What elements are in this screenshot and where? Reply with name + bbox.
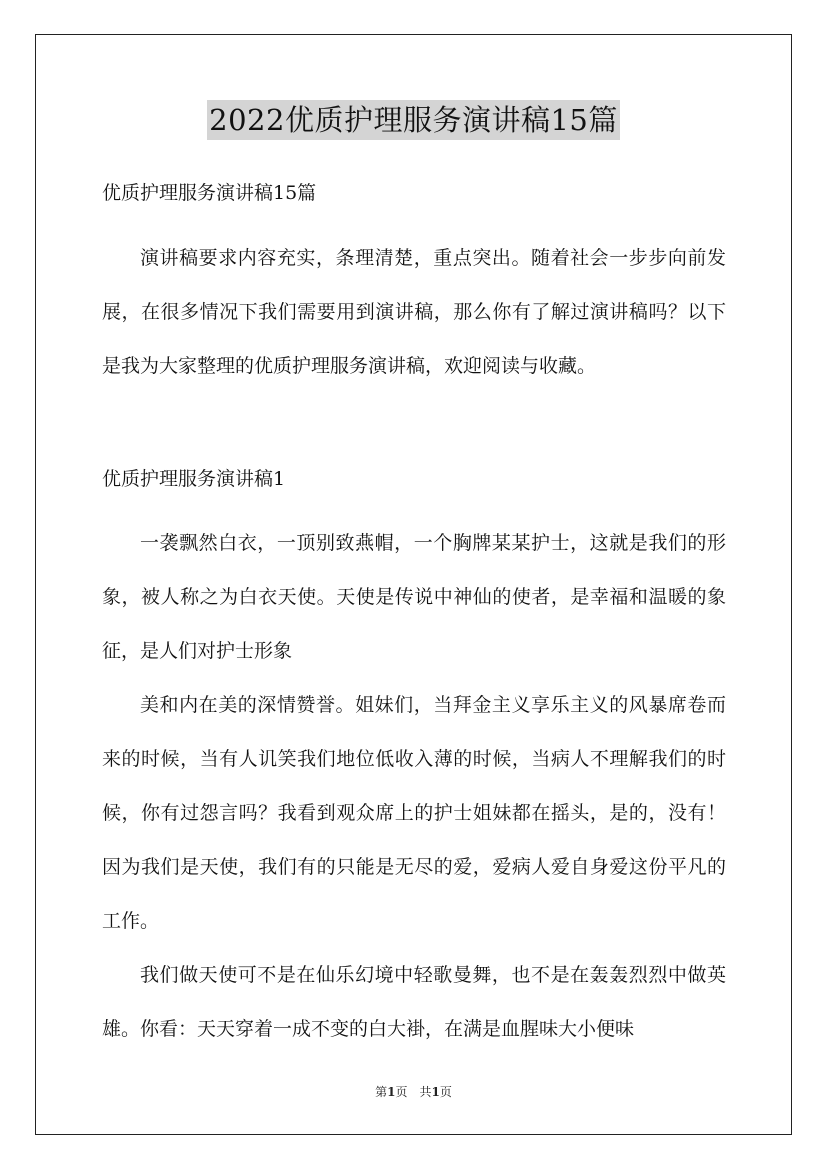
document-subtitle: 优质护理服务演讲稿15篇 bbox=[102, 182, 317, 204]
current-page-number: 1 bbox=[387, 1085, 396, 1099]
body-paragraph-3: 我们做天使可不是在仙乐幻境中轻歌曼舞，也不是在轰轰烈烈中做英雄。你看：天天穿着一成不变的白大褂，在满是血腥味大小便味 bbox=[102, 964, 726, 1040]
total-pages-number: 1 bbox=[431, 1085, 440, 1099]
document-title[interactable]: 2022优质护理服务演讲稿15篇 bbox=[207, 100, 620, 140]
page-prefix: 第 bbox=[375, 1085, 388, 1099]
page-separator: 页 共 bbox=[395, 1085, 432, 1099]
document-body bbox=[102, 176, 726, 1056]
intro-paragraph: 演讲稿要求内容充实，条理清楚，重点突出。随着社会一步步向前发展，在很多情况下我们需要用到演讲稿，那么你有了解过演讲稿吗？以下是我为大家整理的优质护理服务演讲稿，欢迎阅读与收藏。 bbox=[102, 247, 726, 377]
body-paragraph-2: 美和内在美的深情赞誉。姐妹们，当拜金主义享乐主义的风暴席卷而来的时候，当有人讥笑我们地位低收入薄的时候，当病人不理解我们的时候，你有过怨言吗？我看到观众席上的护士姐妹都在摇头，是的，没有！因为我们是天使，我们有的只能是无尽的爱，爱病人爱自身爱这份平凡的工作。 bbox=[102, 694, 726, 932]
page-suffix: 页 bbox=[439, 1085, 452, 1099]
section-heading: 优质护理服务演讲稿1 bbox=[102, 468, 286, 490]
title-container bbox=[0, 100, 827, 140]
body-paragraph-1: 一袭飘然白衣，一顶别致燕帽，一个胸牌某某护士，这就是我们的形象，被人称之为白衣天使。天使是传说中神仙的使者，是幸福和温暖的象征，是人们对护士形象 bbox=[102, 532, 726, 662]
page-footer bbox=[0, 1083, 827, 1101]
